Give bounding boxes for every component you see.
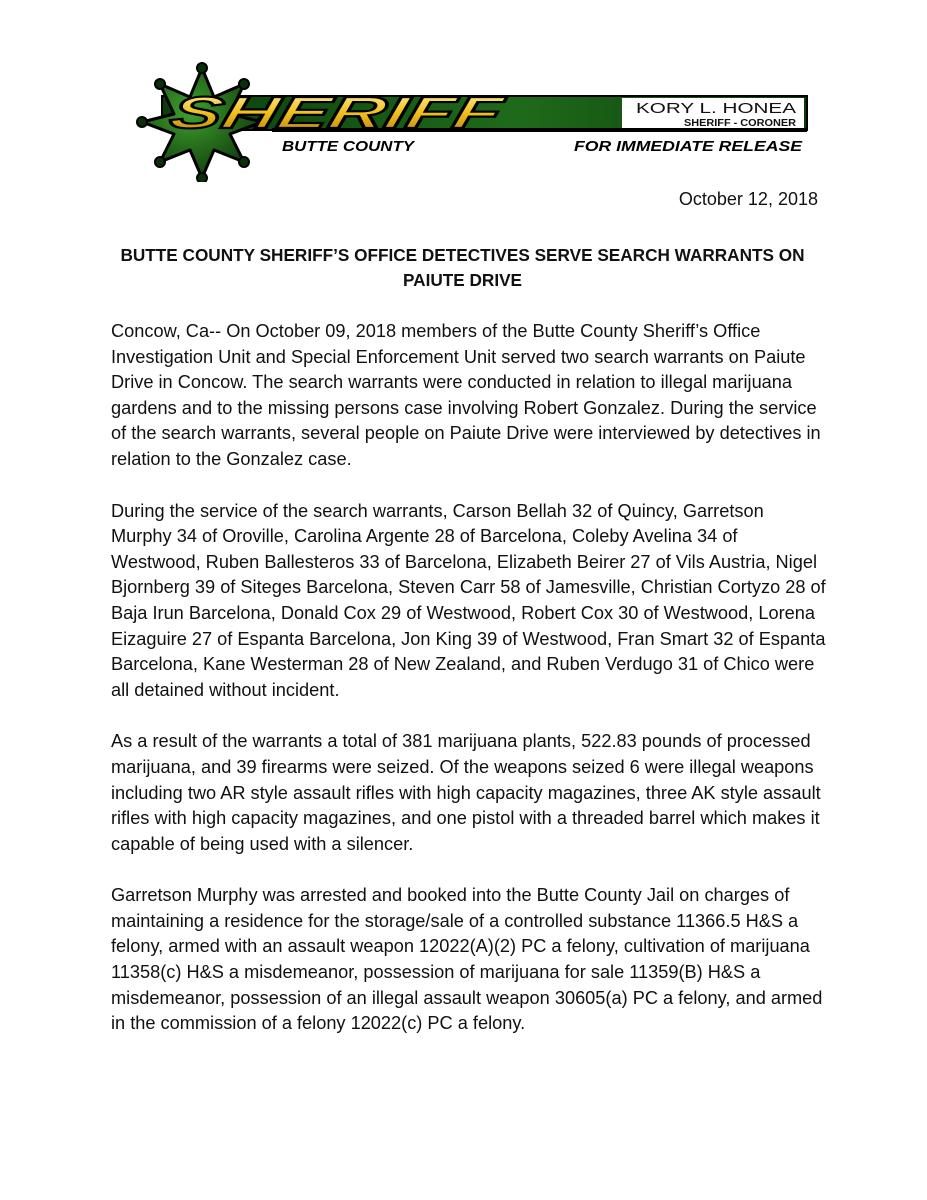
paragraph: Concow, Ca-- On October 09, 2018 members of the Butte County Sheriff’s Office Investigation Unit and Special Enforcement Unit served two search warrants on Paiute Drive in Concow. The search warrants were conducted in relation to illegal marijuana gardens and to the missing persons case involving Robert Gonzalez. During the service of the search warrants, several people on Paiute Drive were interviewed by detectives in relation to the Gonzalez case. [111,321,821,469]
paragraph: Garretson Murphy was arrested and booked into the Butte County Jail on charges of maintaining a residence for the storage/sale of a controlled substance 11366.5 H&S a felony, armed with an assault weapon 12022(A)(2) PC a felony, cultivation of marijuana 11358(c) H&S a misdemeanor, possession of marijuana for sale 11359(B) H&S a misdemeanor, possession of an illegal assault weapon 30605(a) PC a felony, and armed in the commission of a felony 12022(c) PC a felony. [111,885,823,1034]
letterhead [122,62,812,182]
release-body [111,319,827,1063]
agency-word: SHERIFF [165,87,371,138]
sheriff-title: SHERIFF - CORONER [684,118,797,129]
sheriff-name: KORY L. HONEA [636,100,796,117]
county-label: BUTTE COUNTY [282,138,417,155]
paragraph: During the service of the search warrants, Carson Bellah 32 of Quincy, Garretson Murphy 34 of Oroville, Carolina Argente 28 of Barcelona, Coleby Avelina 34 of Westwood, Ruben Ballesteros 33 of Barcelona, Elizabeth Beirer 27 of Vils Austria, Nigel Bjornberg 39 of Siteges Barcelona, Steven Carr 58 of Jamesville, Christian Cortyzo 28 of Baja Irun Barcelona, Donald Cox 29 of Westwood, Robert Cox 30 of Westwood, Lorena Eizaguire 27 of Espanta Barcelona, Jon King 39 of Westwood, Fran Smart 32 of Espanta Barcelona, Kane Westerman 28 of New Zealand, and Ruben Verdugo 31 of Chico were all detained without incident. [111,500,826,700]
release-label: FOR IMMEDIATE RELEASE [574,138,804,155]
paragraph: As a result of the warrants a total of 381 marijuana plants, 522.83 pounds of processed marijuana, and 39 firearms were seized. Of the weapons seized 6 were illegal weapons including two AR style assault rifles with high capacity magazines, three AK style assault rifles with high capacity magazines, and one pistol with a threaded barrel which makes it capable of being used with a silencer. [111,731,821,854]
sheriff-letterhead-graphic [122,62,812,182]
release-date: October 12, 2018 [678,189,818,209]
release-headline: BUTTE COUNTY SHERIFF’S OFFICE DETECTIVES SERVE SEARCH WARRANTS ON PAIUTE DRIVE [120,245,805,290]
